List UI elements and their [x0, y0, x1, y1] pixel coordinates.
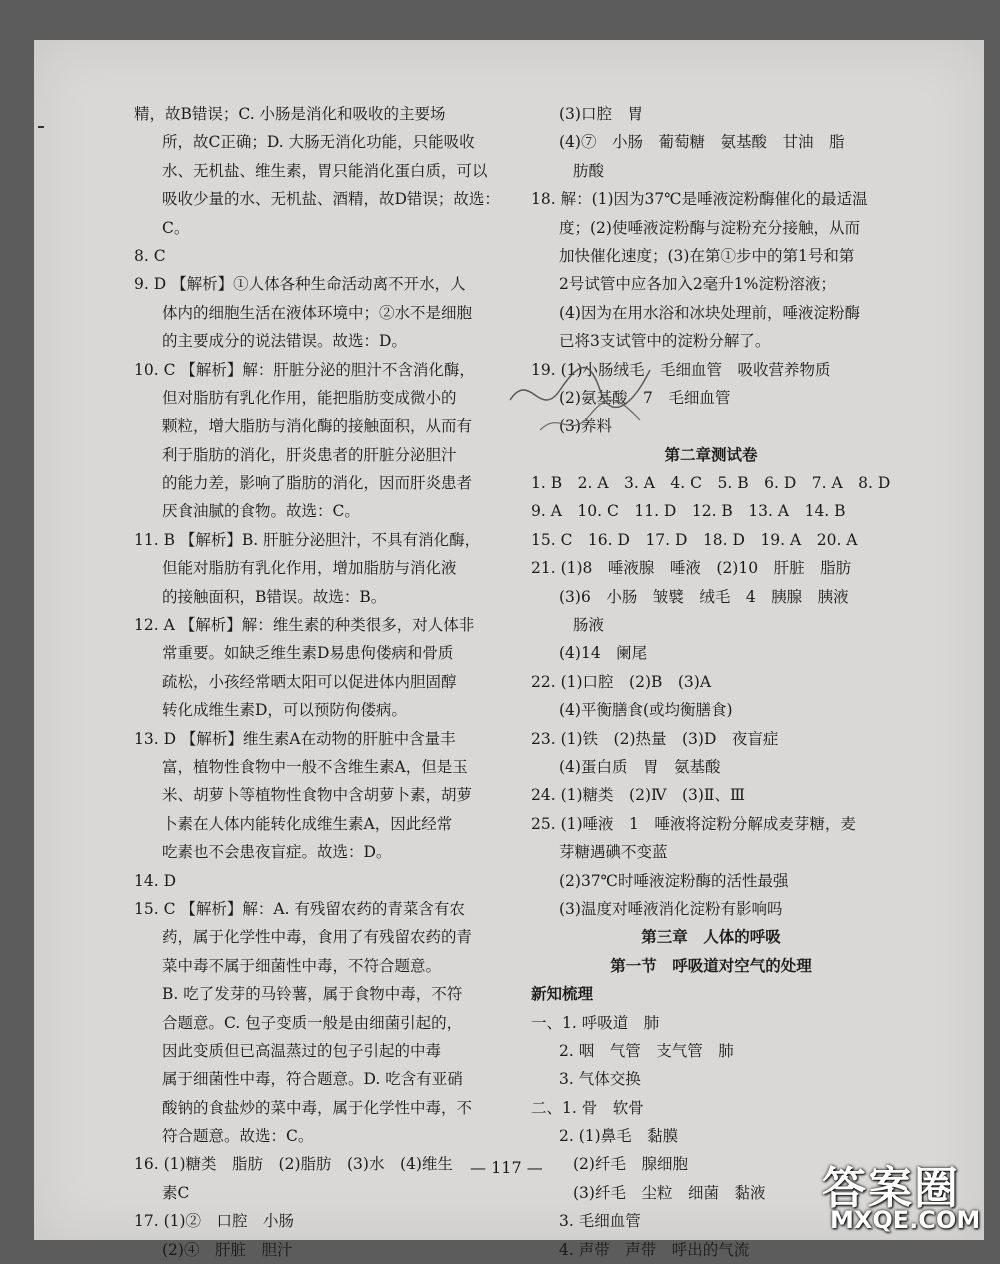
section-heading: 第三章 人体的呼吸 [641, 928, 781, 947]
right-text-line: 22. (1)口腔 (2)B (3)A [531, 672, 712, 691]
left-text-line: 属于细菌性中毒，符合题意。D. 吃含有亚硝 [162, 1070, 463, 1089]
watermark-logo [822, 1152, 992, 1244]
right-text-line: 肠液 [573, 616, 605, 635]
right-text-line: 1. B 2. A 3. A 4. C 5. B 6. D 7. A 8. D [531, 474, 891, 493]
right-text-line: 9. A 10. C 11. D 12. B 13. A 14. B [531, 502, 846, 521]
left-text-line: 14. D [134, 871, 177, 890]
right-text-line: 2. 咽 气管 支气管 肺 [559, 1041, 734, 1060]
right-column [531, 100, 891, 1264]
left-text-line: B. 吃了发芽的马铃薯，属于食物中毒，不符 [162, 985, 463, 1004]
left-text-line: 吃素也不会患夜盲症。故选：D。 [162, 843, 392, 862]
right-text-line: (4)平衡膳食(或均衡膳食) [559, 701, 733, 720]
watermark-url: MXQE.COM [830, 1206, 981, 1234]
right-text-line: 24. (1)糖类 (2)Ⅳ (3)Ⅱ、Ⅲ [531, 786, 745, 805]
left-text-line: 厌食油腻的食物。故选：C。 [162, 502, 360, 521]
left-text-line: 所，故C正确；D. 大肠无消化功能，只能吸收 [162, 133, 475, 152]
right-text-line: 4. 声带 声带 呼出的气流 [559, 1240, 750, 1259]
left-text-line: 转化成维生素D，可以预防佝偻病。 [162, 701, 407, 720]
left-text-line: C。 [162, 218, 190, 237]
right-text-line: (3)纤毛 尘粒 细菌 黏液 [573, 1183, 766, 1202]
right-text-line: (2)37℃时唾液淀粉酶的活性最强 [559, 871, 789, 890]
right-text-line: 新知梳理 [531, 985, 594, 1004]
right-text-line: 加快催化速度；(3)在第①步中的第1号和第 [559, 246, 855, 265]
handwritten-scribble [500, 330, 680, 450]
left-text-line: 药，属于化学性中毒，食用了有残留农药的青 [162, 928, 473, 947]
right-text-line: (2)氨基酸 7 毛细血管 [559, 388, 731, 407]
left-text-line: 15. C 【解析】解：A. 有残留农药的青菜含有农 [134, 899, 465, 918]
left-text-line: 9. D 【解析】①人体各种生命活动离不开水，人 [134, 275, 466, 294]
left-text-line: 10. C 【解析】解：肝脏分泌的胆汁不含消化酶， [134, 360, 475, 379]
left-text-line: 吸收少量的水、无机盐、酒精，故D错误；故选： [162, 190, 500, 209]
section-heading: 第二章测试卷 [664, 445, 758, 464]
left-text-line: 水、无机盐、维生素，胃只能消化蛋白质，可以 [162, 161, 488, 180]
right-text-line: 已将3支试管中的淀粉分解了。 [559, 332, 771, 351]
left-column [134, 100, 524, 1264]
right-text-line: (4)⑦ 小肠 葡萄糖 氨基酸 甘油 脂 [559, 133, 845, 152]
left-text-line: 的主要成分的说法错误。故选：D。 [162, 332, 407, 351]
left-text-line: 16. (1)糖类 脂肪 (2)脂肪 (3)水 (4)维生 [134, 1155, 453, 1174]
right-text-line: 芽糖遇碘不变蓝 [559, 843, 668, 862]
right-text-line: 21. (1)8 唾液腺 唾液 (2)10 肝脏 脂肪 [531, 559, 852, 578]
left-text-line: 酸钠的食盐炒的菜中毒，属于化学性中毒，不 [162, 1098, 473, 1117]
left-text-line: 合题意。C. 包子变质一般是由细菌引起的， [162, 1013, 463, 1032]
left-text-line: 但能对脂肪有乳化作用，增加脂肪与消化液 [162, 559, 457, 578]
right-text-line: 度；(2)使唾液淀粉酶与淀粉充分接触，从而 [559, 218, 860, 237]
right-text-line: 19. (1)小肠绒毛 毛细血管 吸收营养物质 [531, 360, 831, 379]
left-text-line: 但对脂肪有乳化作用，能把脂肪变成微小的 [162, 388, 457, 407]
left-text-line: 11. B 【解析】B. 肝脏分泌胆汁，不具有消化酶， [134, 530, 481, 549]
right-text-line: (3)温度对唾液消化淀粉有影响吗 [559, 899, 783, 918]
left-text-line: 因此变质但已高温蒸过的包子引起的中毒 [162, 1041, 442, 1060]
right-text-line: 25. (1)唾液 1 唾液将淀粉分解成麦芽糖，麦 [531, 814, 856, 833]
right-text-line: 2. (1)鼻毛 黏膜 [559, 1127, 679, 1146]
watermark-brand: 答案圈 [822, 1163, 960, 1214]
section-heading: 第一节 呼吸道对空气的处理 [610, 956, 812, 975]
right-text-line: (4)蛋白质 胃 氨基酸 [559, 757, 721, 776]
right-text-line: 2号试管中应各加入2毫升1%淀粉溶液； [559, 275, 836, 294]
left-text-line: 精，故B错误；C. 小肠是消化和吸收的主要场 [134, 105, 446, 123]
left-text-line: 素C [162, 1183, 190, 1202]
left-text-line: 体内的细胞生活在液体环境中；②水不是细胞 [162, 303, 473, 322]
right-text-line: 二、1. 骨 软骨 [531, 1098, 644, 1117]
page-number: — 117 — [470, 1158, 543, 1177]
left-text-line: 卜素在人体内能转化成维生素A，因此经常 [162, 814, 453, 833]
left-text-line: 的接触面积，B错误。故选：B。 [162, 587, 387, 606]
right-text-line: 一、1. 呼吸道 肺 [531, 1013, 660, 1032]
right-text-line: 肪酸 [573, 161, 605, 180]
right-text-line: (4)14 阑尾 [559, 644, 648, 663]
left-text-line: 13. D 【解析】维生素A在动物的肝脏中含量丰 [134, 729, 456, 748]
right-text-line: 18. 解：(1)因为37℃是唾液淀粉酶催化的最适温 [531, 190, 868, 209]
margin-mark [38, 126, 44, 128]
left-text-line: (2)④ 肝脏 胆汁 [162, 1240, 293, 1259]
right-text-line: (3)口腔 胃 [559, 105, 643, 123]
left-text-line: 米、胡萝卜等植物性食物中含胡萝卜素，胡萝 [162, 786, 473, 805]
right-text-line: (2)纤毛 腺细胞 [573, 1155, 688, 1174]
left-text-line: 富，植物性食物中一般不含维生素A，但是玉 [162, 757, 468, 776]
left-text-line: 利于脂肪的消化，肝炎患者的肝脏分泌胆汁 [162, 445, 457, 464]
left-text-line: 的能力差，影响了脂肪的消化，因而肝炎患者 [162, 474, 473, 493]
left-text-line: 疏松，小孩经常晒太阳可以促进体内胆固醇 [162, 672, 457, 691]
right-text-line: 3. 气体交换 [559, 1070, 641, 1089]
right-text-line: (4)因为在用水浴和冰块处理前，唾液淀粉酶 [559, 303, 860, 322]
right-text-line: 3. 毛细血管 [559, 1212, 641, 1231]
left-text-line: 12. A 【解析】解：维生素的种类很多，对人体非 [134, 616, 475, 635]
left-text-line: 17. (1)② 口腔 小肠 [134, 1212, 295, 1231]
right-text-line: (3)养料 [559, 417, 612, 436]
left-text-line: 常重要。如缺乏维生素D易患佝偻病和骨质 [162, 644, 454, 663]
left-text-line: 符合题意。故选：C。 [162, 1127, 314, 1146]
left-text-line: 颗粒，增大脂肪与消化酶的接触面积，从而有 [162, 417, 473, 436]
left-text-line: 8. C [134, 246, 166, 265]
left-text-line: 菜中毒不属于细菌性中毒，不符合题意。 [162, 956, 442, 975]
right-text-line: 23. (1)铁 (2)热量 (3)D 夜盲症 [531, 729, 779, 748]
right-text-line: 15. C 16. D 17. D 18. D 19. A 20. A [531, 530, 858, 549]
right-text-line: (3)6 小肠 皱襞 绒毛 4 胰腺 胰液 [559, 587, 849, 606]
